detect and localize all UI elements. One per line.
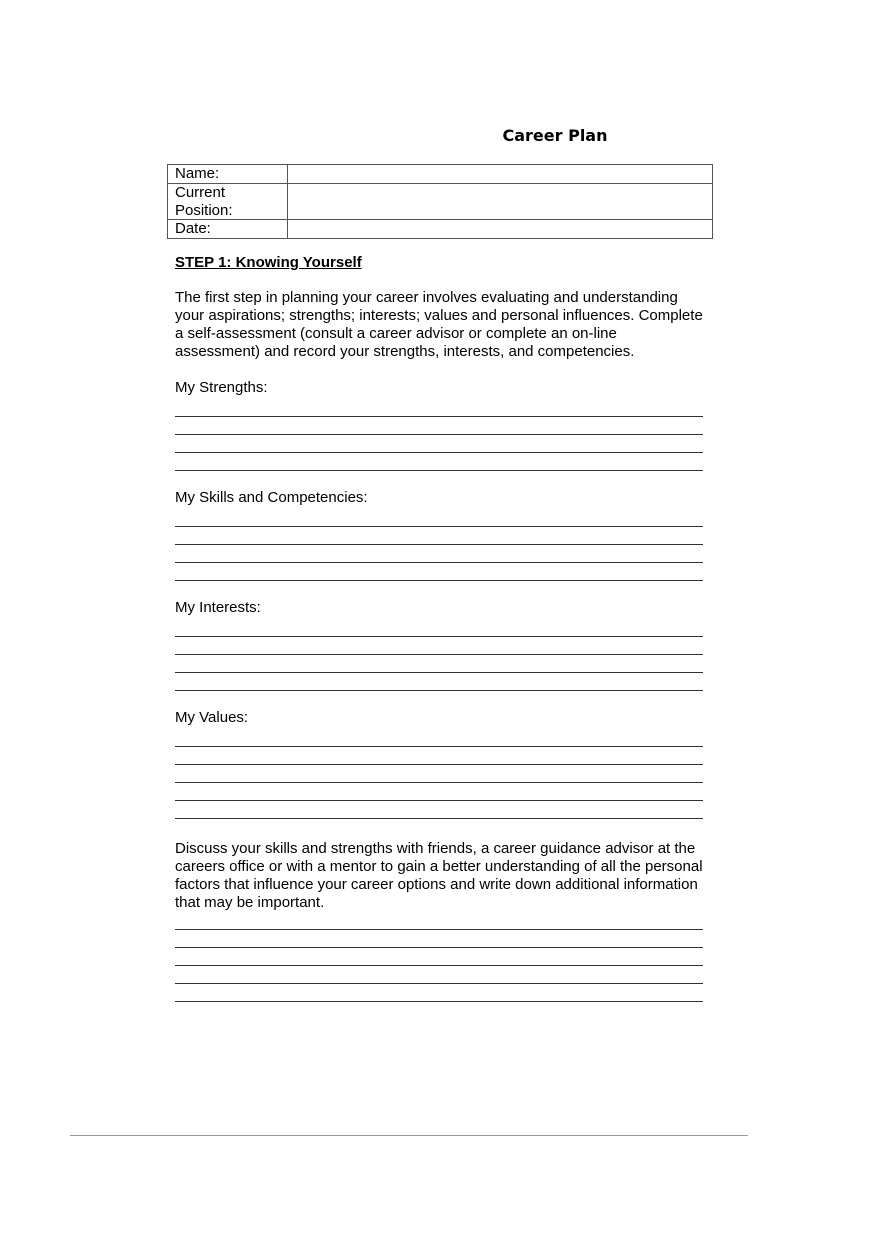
writing-line[interactable]: [175, 545, 703, 563]
writing-line[interactable]: [175, 673, 703, 691]
section-label: My Interests:: [175, 599, 261, 616]
current-position-field[interactable]: [288, 184, 713, 220]
discussion-text: Discuss your skills and strengths with friends, a career guidance advisor at the careers office or with a mentor to gain a better understanding of all the personal factors that influence your career options and write down additional information that may be important.: [175, 840, 703, 911]
assessment-section: [175, 599, 703, 691]
date-label: Date:: [168, 220, 288, 239]
assessment-section: [175, 379, 703, 471]
writing-line[interactable]: [175, 930, 703, 948]
writing-line[interactable]: [175, 984, 703, 1002]
current-position-label-line2: Position:: [175, 201, 233, 219]
section-label: My Skills and Competencies:: [175, 489, 368, 506]
current-position-label-line1: Current: [175, 184, 226, 201]
step1-heading: STEP 1: Knowing Yourself: [175, 254, 362, 271]
writing-line[interactable]: [175, 966, 703, 984]
writing-line[interactable]: [175, 729, 703, 747]
writing-line[interactable]: [175, 948, 703, 966]
discussion-section: [175, 840, 703, 1002]
writing-line[interactable]: [175, 655, 703, 673]
writing-line[interactable]: [175, 637, 703, 655]
name-field[interactable]: [288, 165, 713, 184]
writing-line[interactable]: [175, 765, 703, 783]
section-label: My Strengths:: [175, 379, 268, 396]
assessment-sections: [175, 379, 703, 819]
date-field[interactable]: [288, 220, 713, 239]
page-title: Career Plan: [502, 126, 608, 145]
writing-line[interactable]: [175, 435, 703, 453]
discussion-lines: [175, 912, 703, 1002]
writing-line[interactable]: [175, 912, 703, 930]
section-label: My Values:: [175, 709, 249, 726]
writing-line[interactable]: [175, 453, 703, 471]
personal-info-table: [167, 164, 713, 239]
step1-intro: The first step in planning your career involves evaluating and understanding your aspirations; strengths; interests; values and personal influences. Complete a self-assessment (consult a career advisor or complete an on-line assessment) and record your strengths, interests, and competencies.: [175, 289, 703, 360]
writing-line[interactable]: [175, 399, 703, 417]
writing-line[interactable]: [175, 783, 703, 801]
writing-line[interactable]: [175, 527, 703, 545]
writing-line[interactable]: [175, 747, 703, 765]
footer-divider: [70, 1135, 748, 1136]
writing-line[interactable]: [175, 417, 703, 435]
current-position-label: [168, 184, 288, 220]
writing-line[interactable]: [175, 563, 703, 581]
writing-line[interactable]: [175, 619, 703, 637]
assessment-section: [175, 489, 703, 581]
writing-line[interactable]: [175, 509, 703, 527]
step1-content: [175, 254, 703, 1002]
name-label: Name:: [168, 165, 288, 184]
assessment-section: [175, 709, 703, 819]
writing-line[interactable]: [175, 801, 703, 819]
